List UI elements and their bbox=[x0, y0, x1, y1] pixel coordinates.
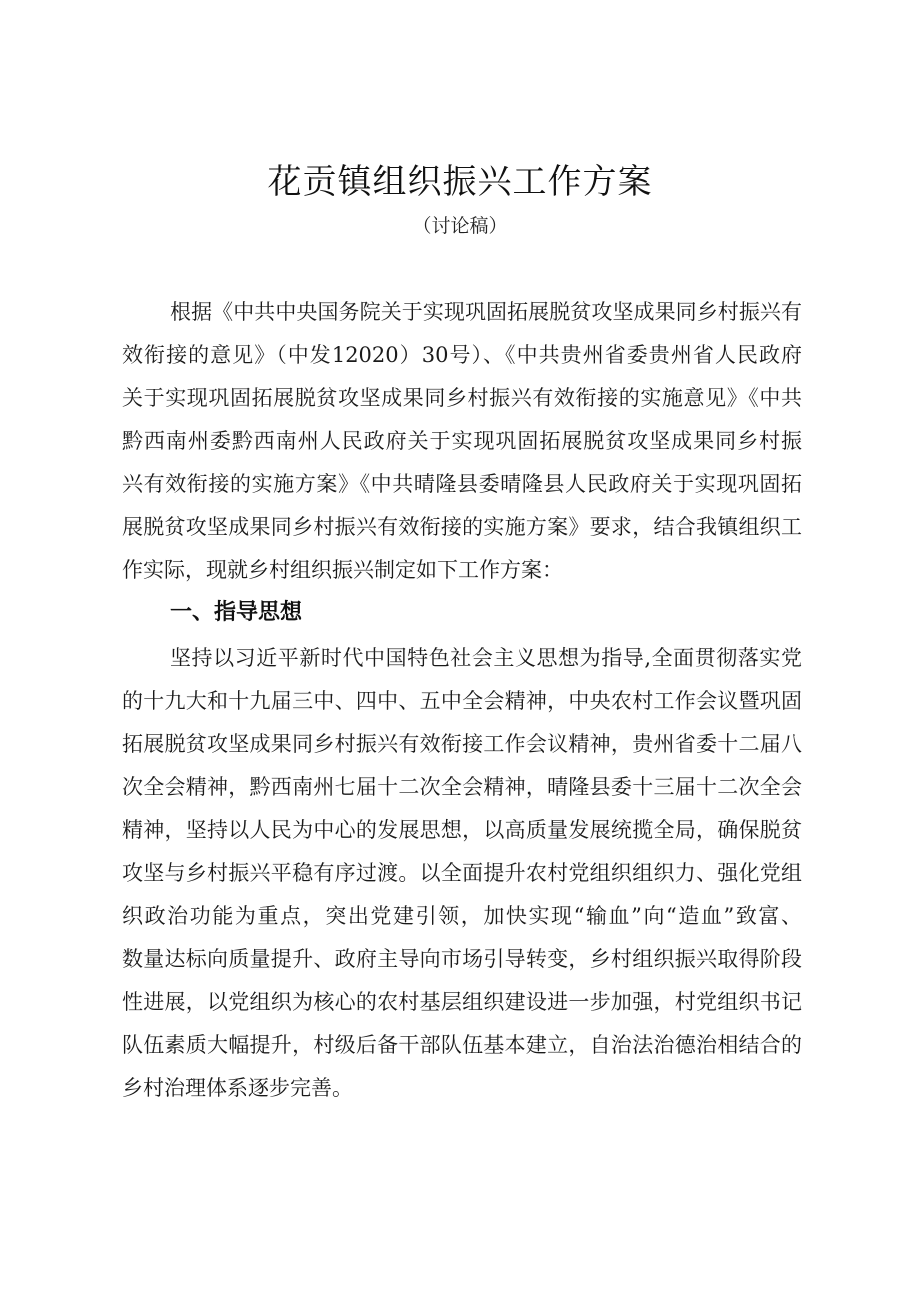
intro-line: 作实际，现就乡村组织振兴制定如下工作方案： bbox=[122, 558, 563, 582]
section1-line: 攻坚与乡村振兴平稳有序过渡。以全面提升农村党组织组织力、强化党组 bbox=[122, 861, 802, 885]
intro-line: 黔西南州委黔西南州人民政府关于实现巩固拓展脱贫攻坚成果同乡村振 bbox=[122, 429, 802, 453]
document-title: 花贡镇组织振兴工作方案 bbox=[267, 162, 653, 202]
section1-line: 数量达标向质量提升、政府主导向市场引导转变，乡村组织振兴取得阶段 bbox=[122, 947, 802, 971]
section1-line: 坚持以习近平新时代中国特色社会主义思想为指导,全面贯彻落实党 bbox=[170, 646, 802, 670]
intro-line: 关于实现巩固拓展脱贫攻坚成果同乡村振兴有效衔接的实施意见》《中共 bbox=[122, 386, 802, 410]
section1-line: 性进展，以党组织为核心的农村基层组织建设进一步加强，村党组织书记 bbox=[122, 990, 802, 1014]
document-subtitle: （讨论稿） bbox=[412, 215, 508, 237]
intro-line: 展脱贫攻坚成果同乡村振兴有效衔接的实施方案》要求，结合我镇组织工 bbox=[122, 515, 802, 539]
section1-line: 队伍素质大幅提升，村级后备干部队伍基本建立，自治法治德治相结合的 bbox=[122, 1033, 802, 1057]
section1-line: 乡村治理体系逐步完善。 bbox=[122, 1076, 353, 1100]
section1-line: 精神，坚持以人民为中心的发展思想，以高质量发展统揽全局，确保脱贫 bbox=[122, 818, 802, 842]
section1-line: 次全会精神，黔西南州七届十二次全会精神，晴隆县委十三届十二次全会 bbox=[122, 775, 802, 799]
section1-line: 的十九大和十九届三中、四中、五中全会精神，中央农村工作会议暨巩固 bbox=[122, 689, 802, 713]
intro-line: 根据《中共中央国务院关于实现巩固拓展脱贫攻坚成果同乡村振兴有 bbox=[170, 300, 802, 324]
section1-line: 织政治功能为重点，突出党建引领，加快实现“输血”向“造血”致富、 bbox=[122, 904, 802, 928]
section-heading-guiding-thought: 一、指导思想 bbox=[170, 600, 303, 625]
section1-line: 拓展脱贫攻坚成果同乡村振兴有效衔接工作会议精神，贵州省委十二届八 bbox=[122, 732, 802, 756]
intro-line: 效衔接的意见》（中发12020）30号）、《中共贵州省委贵州省人民政府 bbox=[122, 343, 802, 367]
intro-line: 兴有效衔接的实施方案》《中共晴隆县委晴隆县人民政府关于实现巩固拓 bbox=[122, 472, 802, 496]
